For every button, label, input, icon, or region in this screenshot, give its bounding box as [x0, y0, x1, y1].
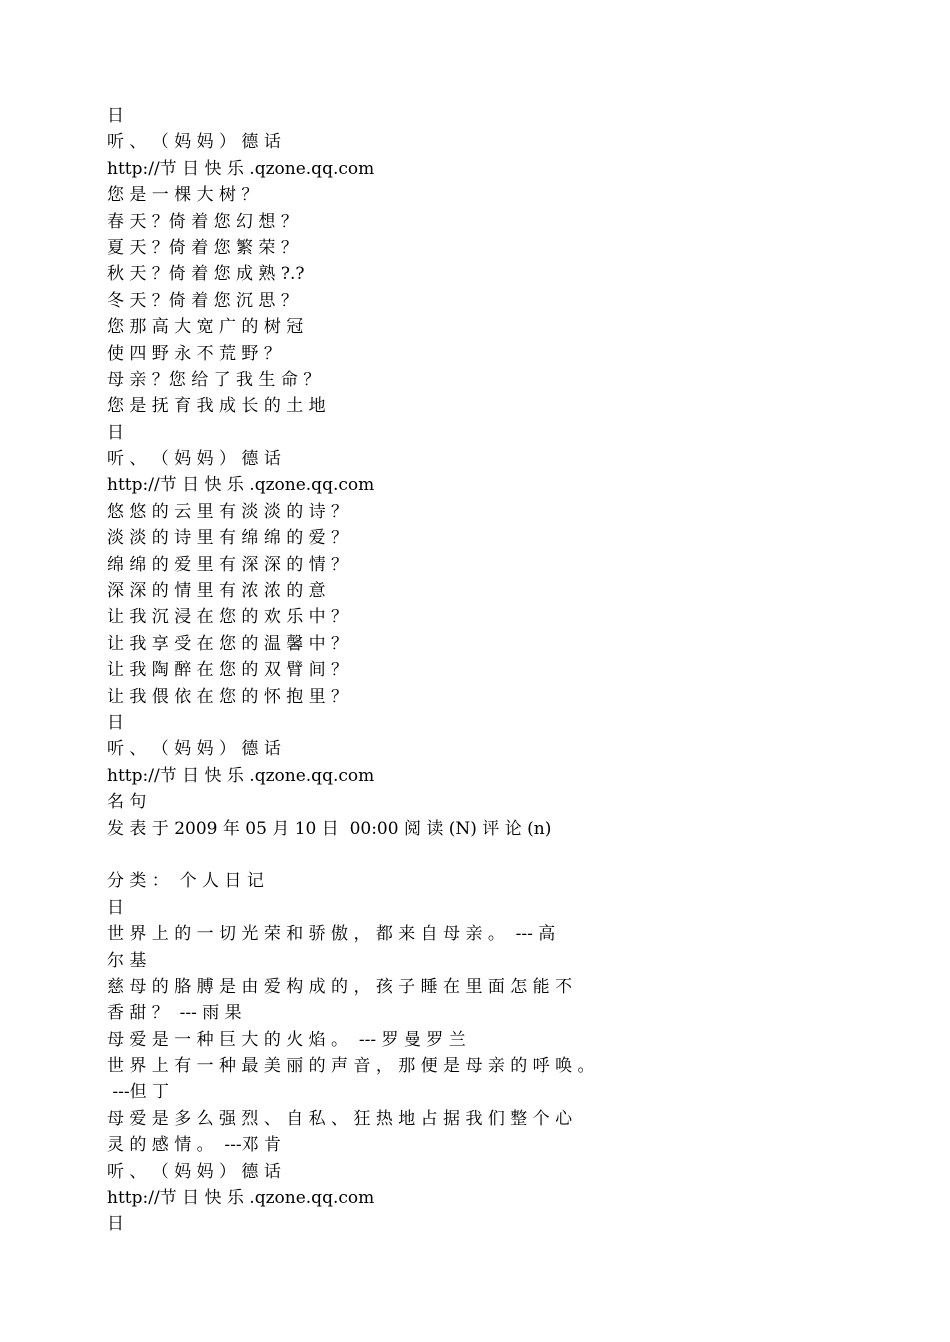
text-line: 母 爱 是 一 种 巨 大 的 火 焰 。 --- 罗 曼 罗 兰 — [107, 1029, 466, 1050]
text-line: ---但 丁 — [107, 1082, 170, 1103]
text-line: 世 界 上 的 一 切 光 荣 和 骄 傲 ， 都 来 自 母 亲 。 --- 高 — [107, 924, 556, 945]
text-line: 母 爱 是 多 么 强 烈 、 自 私 、 狂 热 地 占 据 我 们 整 个 心 — [107, 1108, 573, 1129]
text-line: 深 深 的 情 里 有 浓 浓 的 意 — [107, 581, 326, 602]
text-line: 悠 悠 的 云 里 有 淡 淡 的 诗 ？ — [107, 501, 349, 522]
text-line: 发 表 于 2009 年 05 月 10 日 00:00 阅 读 (N) 评 论 (n) — [107, 818, 552, 839]
text-line: 尔 基 — [107, 950, 147, 971]
text-line: 世 界 上 有 一 种 最 美 丽 的 声 音 ， 那 便 是 母 亲 的 呼 唤 。 — [107, 1056, 595, 1077]
text-line: 让 我 陶 醉 在 您 的 双 臂 间 ？ — [107, 660, 349, 681]
text-line: 让 我 沉 浸 在 您 的 欢 乐 中 ？ — [107, 607, 349, 628]
text-line: http://节 日 快 乐 .qzone.qq.com — [107, 475, 375, 496]
text-line: http://节 日 快 乐 .qzone.qq.com — [107, 158, 375, 179]
text-line: 听 、 （ 妈 妈 ） 德 话 — [107, 132, 281, 153]
text-line: http://节 日 快 乐 .qzone.qq.com — [107, 1188, 375, 1209]
text-line: 名 句 — [107, 792, 147, 813]
text-line: 母 亲 ？您 给 了 我 生 命 ？ — [107, 369, 321, 390]
text-line: 日 — [107, 897, 124, 918]
text-line: 日 — [107, 106, 124, 126]
text-line: 您 是 一 棵 大 树 ？ — [107, 185, 259, 206]
text-line: 使 四 野 永 不 荒 野 ？ — [107, 343, 281, 364]
text-line: 分 类 ： 个 人 日 记 — [107, 871, 264, 892]
text-line: 您 是 抚 育 我 成 长 的 土 地 — [107, 396, 326, 417]
document-page — [107, 103, 867, 1238]
text-line: 听 、 （ 妈 妈 ） 德 话 — [107, 449, 281, 470]
text-line: 日 — [107, 1214, 124, 1235]
text-line: 秋 天 ？倚 着 您 成 熟 ?.? — [107, 264, 305, 285]
text-line: 淡 淡 的 诗 里 有 绵 绵 的 爱 ？ — [107, 528, 349, 549]
text-line: 听 、 （ 妈 妈 ） 德 话 — [107, 739, 281, 760]
text-line: 日 — [107, 712, 124, 733]
text-line: 听 、 （ 妈 妈 ） 德 话 — [107, 1161, 281, 1182]
text-line: 冬 天 ？倚 着 您 沉 思 ？ — [107, 290, 298, 311]
text-line: 灵 的 感 情 。 ---邓 肯 — [107, 1135, 282, 1156]
text-line — [107, 842, 867, 868]
text-line: 春 天 ？倚 着 您 幻 想 ？ — [107, 211, 298, 232]
text-line: 日 — [107, 422, 124, 443]
text-line: 慈 母 的 胳 膊 是 由 爱 构 成 的 ， 孩 子 睡 在 里 面 怎 能 不 — [107, 976, 573, 997]
text-line: 让 我 享 受 在 您 的 温 馨 中 ？ — [107, 633, 349, 654]
text-line: 您 那 高 大 宽 广 的 树 冠 — [107, 317, 304, 338]
text-line: 绵 绵 的 爱 里 有 深 深 的 情 ？ — [107, 554, 349, 575]
text-line: 香 甜 ？ --- 雨 果 — [107, 1003, 242, 1024]
text-line: 让 我 偎 依 在 您 的 怀 抱 里 ？ — [107, 686, 349, 707]
text-line: 夏 天 ？倚 着 您 繁 荣 ？ — [107, 237, 298, 258]
text-line: http://节 日 快 乐 .qzone.qq.com — [107, 765, 375, 786]
